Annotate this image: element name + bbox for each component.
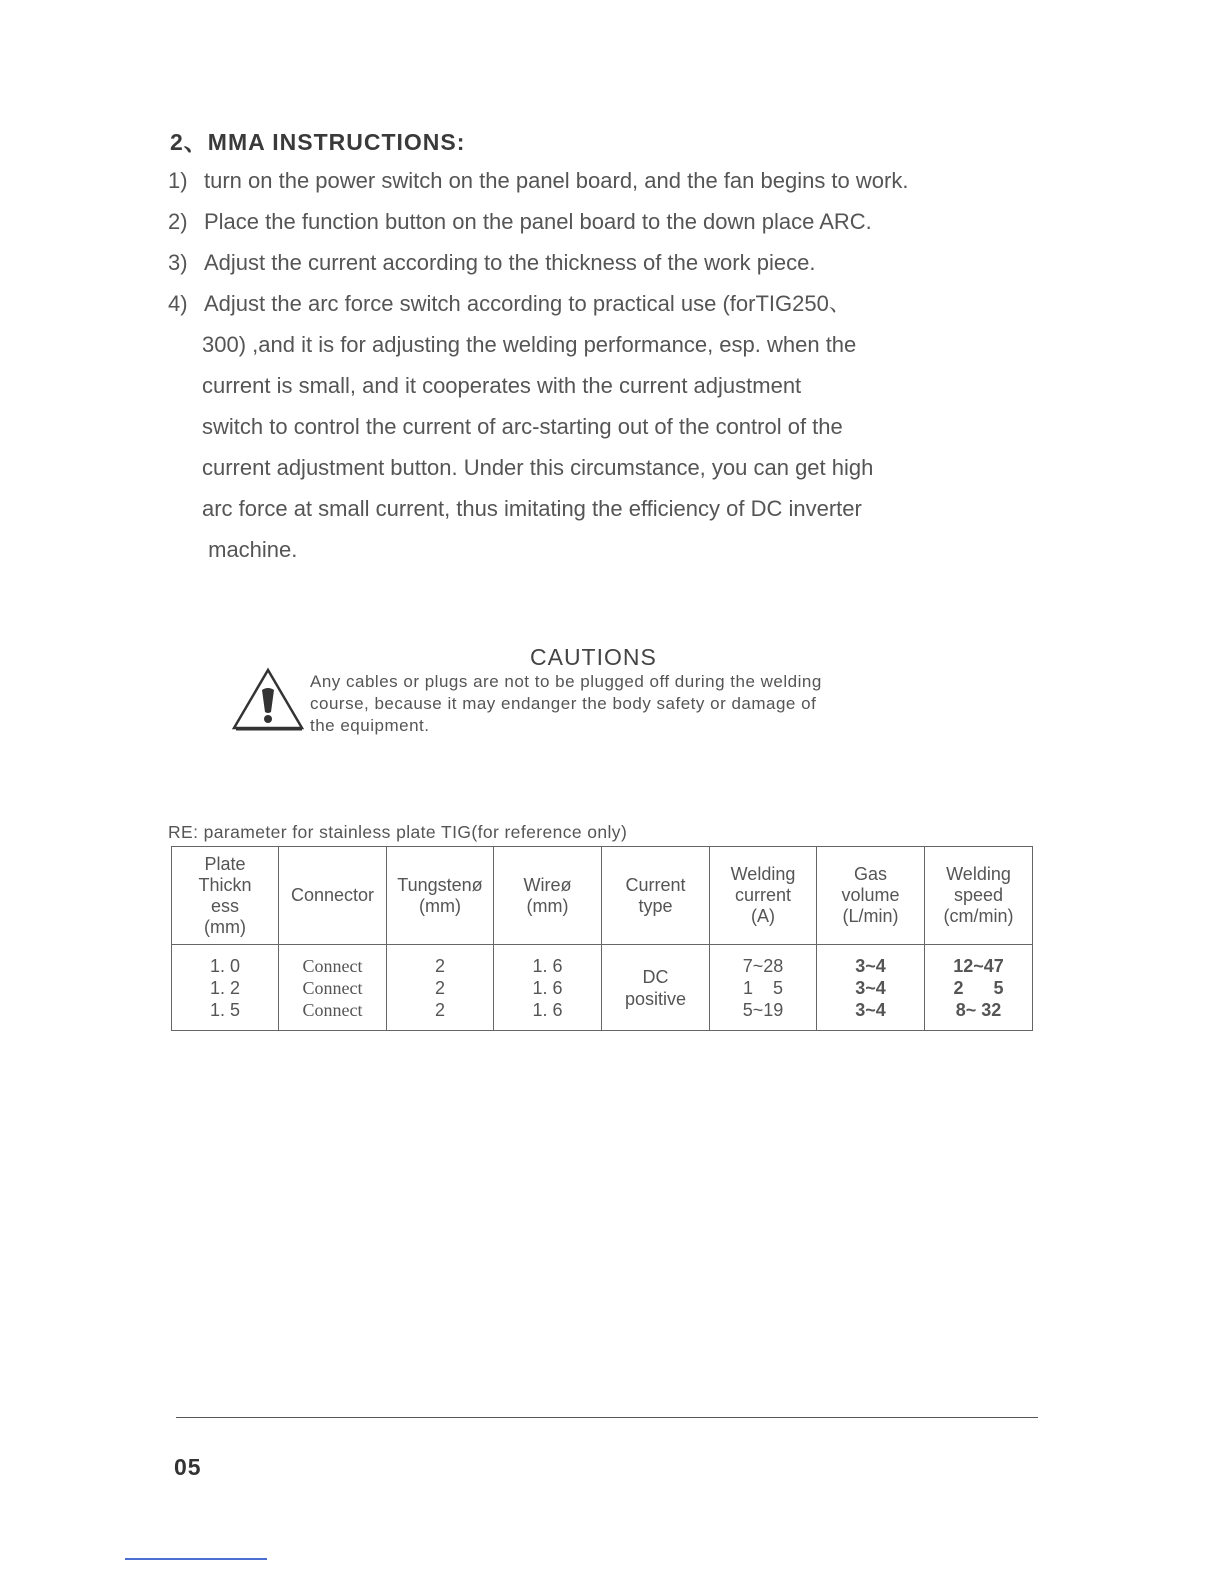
cell-value: 2 [434, 999, 445, 1020]
cell-value: 1. 0 [209, 955, 241, 976]
cell-connector [279, 945, 387, 1031]
step-4-line: current adjustment button. Under this circumstance, you can get high [202, 455, 874, 480]
step-4-line: arc force at small current, thus imitating the efficiency of DC inverter [202, 496, 862, 521]
cell-value: 1. 6 [532, 977, 563, 998]
table-caption: RE: parameter for stainless plate TIG(for reference only) [168, 822, 628, 842]
instruction-steps [168, 160, 1068, 570]
cell-value: 3~4 [855, 977, 886, 998]
cell-value: 2 5 [953, 977, 1004, 998]
cell-value: 2 [434, 955, 445, 976]
cell-value: 2 [434, 977, 445, 998]
cell-value: 7~28 [742, 955, 784, 976]
header-line: (mm) [526, 895, 569, 916]
header-line: (L/min) [842, 906, 899, 926]
header-line: ess [210, 895, 239, 916]
step-1 [168, 160, 1068, 201]
cell-value: 5~19 [742, 999, 784, 1020]
header-line: current [734, 885, 792, 905]
cell-value: 1. 6 [532, 999, 563, 1020]
step-text: Place the function button on the panel board to the down place ARC. [204, 209, 872, 234]
table-row [172, 945, 1033, 1031]
header-connector [279, 847, 387, 945]
header-line: speed [953, 885, 1004, 905]
cell-tungsten [387, 945, 494, 1031]
cell-value: 8~ 32 [955, 999, 1002, 1020]
cell-value: 12~47 [953, 955, 1004, 976]
step-number: 1) [168, 168, 188, 193]
parameter-table [171, 846, 1033, 1031]
step-4-line: machine. [202, 537, 298, 562]
step-4-line: switch to control the current of arc-starting out of the control of the [202, 414, 843, 439]
header-line: Welding [730, 864, 796, 884]
header-line: Gas [853, 864, 887, 884]
caution-text [310, 671, 822, 737]
step-4-line: 300) ,and it is for adjusting the welding performance, esp. when the [202, 332, 857, 357]
cell-value: positive [624, 988, 687, 1009]
caution-line: Any cables or plugs are not to be plugged off during the welding [310, 672, 822, 691]
caution-line: course, because it may endanger the body safety or damage of [310, 694, 817, 713]
header-line: Plate [204, 853, 246, 874]
caution-line: the equipment. [310, 716, 430, 735]
header-plate-thickness [172, 847, 279, 945]
step-2 [168, 201, 1068, 242]
cell-value: 3~4 [855, 955, 886, 976]
header-line: Welding [946, 864, 1011, 884]
cell-value: 3~4 [855, 999, 886, 1020]
step-4 [168, 283, 1068, 324]
header-line: type [638, 895, 673, 916]
cell-welding-current [710, 945, 817, 1031]
cell-value: 1. 2 [209, 977, 241, 998]
header-line: (cm/min) [943, 906, 1014, 926]
header-gas-volume [817, 847, 925, 945]
step-number: 2) [168, 209, 188, 234]
cell-value: 1. 6 [532, 955, 563, 976]
step-number: 4) [168, 291, 188, 316]
header-line: (mm) [419, 895, 461, 916]
header-line: Tungstenø [397, 874, 483, 895]
header-current-type [602, 847, 710, 945]
header-tungsten [387, 847, 494, 945]
page-number: 05 [174, 1454, 202, 1480]
header-line: Current [625, 874, 686, 895]
cell-value: Connect [302, 977, 363, 998]
header-line: (mm) [204, 916, 246, 937]
cell-welding-speed [925, 945, 1033, 1031]
step-text: turn on the power switch on the panel board, and the fan begins to work. [204, 168, 909, 193]
header-line: Wireø [523, 874, 572, 895]
header-line: Thickn [198, 874, 252, 895]
table-header-row [172, 847, 1033, 945]
warning-triangle-icon [232, 666, 304, 732]
cell-current-type [602, 945, 710, 1031]
cell-plate-thickness [172, 945, 279, 1031]
footer-divider [176, 1417, 1038, 1418]
cell-gas-volume [817, 945, 925, 1031]
step-3 [168, 242, 1068, 283]
step-4-line: current is small, and it cooperates with the current adjustment [202, 373, 802, 398]
header-wire [494, 847, 602, 945]
step-text: Adjust the current according to the thickness of the work piece. [204, 250, 816, 275]
section-title: 2、MMA INSTRUCTIONS: [170, 129, 466, 155]
cell-value: Connect [302, 955, 363, 976]
cell-wire [494, 945, 602, 1031]
header-line: Connector [290, 885, 375, 905]
header-welding-current [710, 847, 817, 945]
bottom-accent-line [125, 1558, 267, 1560]
header-welding-speed [925, 847, 1033, 945]
cautions-title: CAUTIONS [530, 644, 657, 670]
cell-value: DC [642, 966, 669, 987]
step-number: 3) [168, 250, 188, 275]
cell-value: Connect [302, 999, 363, 1020]
header-line: (A) [751, 906, 775, 926]
step-text: Adjust the arc force switch according to practical use (forTIG250、 [204, 291, 851, 316]
cell-value: 1 5 [742, 977, 784, 998]
header-line: volume [841, 885, 900, 905]
cell-value: 1. 5 [209, 999, 241, 1020]
